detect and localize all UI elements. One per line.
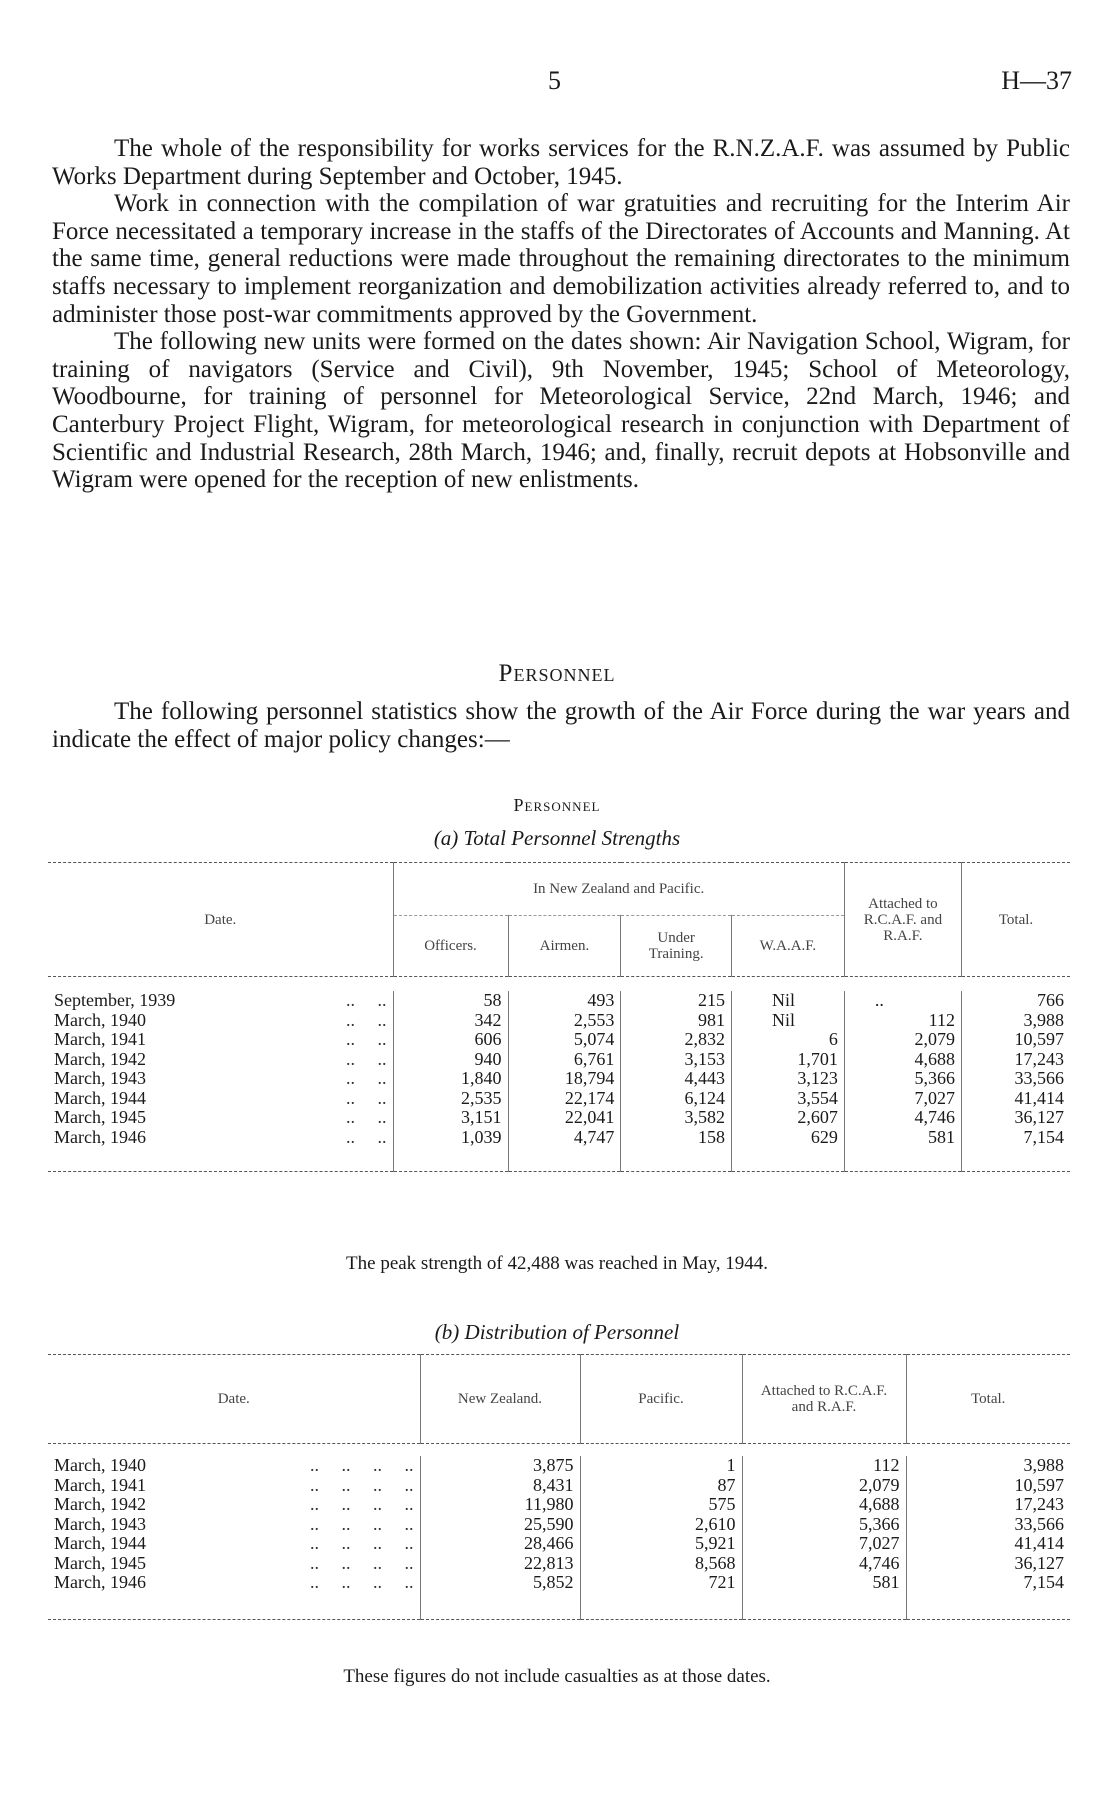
cell-total: 33,566 [906,1515,1070,1535]
cell-under-training: 2,832 [621,1030,732,1050]
cell-pacific: 721 [580,1573,742,1593]
row-date: March, 1945 [54,1107,146,1127]
row-date: March, 1940 [54,1455,146,1475]
cell-pacific: 87 [580,1476,742,1496]
cell-total: 17,243 [906,1495,1070,1515]
cell-airmen: 5,074 [508,1030,621,1050]
cell-pacific: 8,568 [580,1554,742,1574]
cell-officers: 342 [393,1011,508,1031]
table-row: March, 1940 .. .. 342 2,553 981 Nil 112 3,988 [48,1011,1070,1031]
table-row: March, 1945 .. .. 3,151 22,041 3,582 2,607 4,746 36,127 [48,1108,1070,1128]
cell-officers: 606 [393,1030,508,1050]
row-date: March, 1945 [54,1552,146,1573]
row-date: September, 1939 [54,990,176,1010]
header-date: Date. [204,911,237,928]
cell-waaf: Nil [731,1011,844,1031]
section-intro [52,698,1070,753]
cell-officers: 2,535 [393,1089,508,1109]
cell-attached: 4,746 [742,1554,906,1574]
cell-attached: 581 [844,1128,961,1148]
table-row: March, 1940 .. .. .. .. 3,875 1 112 3,988 [48,1456,1070,1476]
cell-total: 10,597 [961,1030,1070,1050]
table-row: March, 1942 .. .. 940 6,761 3,153 1,701 4,688 17,243 [48,1050,1070,1070]
cell-total: 3,988 [961,1011,1070,1031]
cell-officers: 58 [393,991,508,1011]
cell-pacific: 575 [580,1495,742,1515]
cell-attached: 112 [844,1011,961,1031]
cell-total: 41,414 [961,1089,1070,1109]
cell-pacific: 1 [580,1456,742,1476]
cell-new-zealand: 8,431 [420,1476,580,1496]
cell-total: 33,566 [961,1069,1070,1089]
row-date: March, 1946 [54,1572,146,1592]
row-date: March, 1943 [54,1068,146,1088]
page-number: 5 [548,66,561,95]
paragraph-new-units: The following new units were formed on the dates shown: Air Navigation School, Wigram, for training of navigators (Service and Civil), 9th November, 1945; School of Meteorology, Woodbourne, for training of personnel for Meteorological Service, 22nd March, 1946; and Canterbury Project Flight, Wigram, for meteorological research in conjunction with Department of Scientific and Industrial Research, 28th March, 1946; and, finally, recruit depots at Hobsonville and Wigram were opened for the reception of new enlistments. [52,328,1070,494]
cell-under-training: 158 [621,1128,732,1148]
table-row: March, 1944 .. .. 2,535 22,174 6,124 3,554 7,027 41,414 [48,1089,1070,1109]
cell-attached: 581 [742,1573,906,1593]
cell-total: 3,988 [906,1456,1070,1476]
cell-attached: 7,027 [742,1534,906,1554]
cell-waaf: 2,607 [731,1108,844,1128]
cell-new-zealand: 22,813 [420,1554,580,1574]
paragraph-works-services: The whole of the responsibility for works services for the R.N.Z.A.F. was assumed by Public Works Department during September and October, 1945. [52,135,1070,190]
header-waaf: W.A.A.F. [731,916,844,977]
cell-total: 10,597 [906,1476,1070,1496]
table-a-note: The peak strength of 42,488 was reached in May, 1944. [346,1253,768,1274]
cell-new-zealand: 11,980 [420,1495,580,1515]
cell-under-training: 981 [621,1011,732,1031]
cell-attached: 7,027 [844,1089,961,1109]
row-date: March, 1944 [54,1533,146,1553]
cell-officers: 3,151 [393,1108,508,1128]
cell-waaf: 3,554 [731,1089,844,1109]
cell-attached: 2,079 [742,1476,906,1496]
section-heading: Personnel [498,660,616,687]
header-airmen: Airmen. [508,916,621,977]
section-intro-text: The following personnel statistics show the growth of the Air Force during the war years and indicate the effect of major policy changes:— [52,698,1070,753]
row-date: March, 1943 [54,1513,146,1534]
row-date: March, 1940 [54,1009,146,1030]
header-attached: Attached to R.C.A.F. and R.A.F. [844,863,961,977]
cell-total: 41,414 [906,1534,1070,1554]
cell-attached: 5,366 [742,1515,906,1535]
table-a-caption: (a) Total Personnel Strengths [433,826,681,850]
table-distribution-of-personnel [48,1354,1070,1620]
page-header [0,66,1114,100]
cell-total: 36,127 [906,1554,1070,1574]
cell-total: 7,154 [961,1128,1070,1148]
cell-attached: 5,366 [844,1069,961,1089]
table-row: March, 1941 .. .. .. .. 8,431 87 2,079 10,597 [48,1476,1070,1496]
cell-officers: 1,039 [393,1128,508,1148]
header-under-training: Under Training. [621,916,732,977]
table-row: March, 1945 .. .. .. .. 22,813 8,568 4,746 36,127 [48,1554,1070,1574]
header-total: Total. [906,1355,1070,1444]
cell-waaf: Nil [731,991,844,1011]
cell-attached: 4,688 [742,1495,906,1515]
table-total-personnel-strengths [48,862,1070,1172]
row-date: March, 1941 [54,1474,146,1495]
body-paragraphs [52,135,1070,494]
cell-attached: 4,746 [844,1108,961,1128]
document-reference: H—37 [1001,66,1072,95]
cell-under-training: 215 [621,991,732,1011]
cell-total: 7,154 [906,1573,1070,1593]
table-row: March, 1943 .. .. .. .. 25,590 2,610 5,366 33,566 [48,1515,1070,1535]
cell-attached: .. [844,991,961,1011]
cell-total: 17,243 [961,1050,1070,1070]
cell-airmen: 6,761 [508,1050,621,1070]
cell-under-training: 3,153 [621,1050,732,1070]
cell-airmen: 2,553 [508,1011,621,1031]
table-row: March, 1946 .. .. .. .. 5,852 721 581 7,154 [48,1573,1070,1593]
row-date: March, 1941 [54,1029,146,1049]
cell-new-zealand: 25,590 [420,1515,580,1535]
cell-airmen: 4,747 [508,1128,621,1148]
header-officers: Officers. [393,916,508,977]
cell-airmen: 18,794 [508,1069,621,1089]
cell-pacific: 5,921 [580,1534,742,1554]
cell-waaf: 3,123 [731,1069,844,1089]
cell-officers: 1,840 [393,1069,508,1089]
header-attached: Attached to R.C.A.F. and R.A.F. [742,1355,906,1444]
cell-airmen: 22,174 [508,1089,621,1109]
row-date: March, 1942 [54,1494,146,1514]
cell-under-training: 4,443 [621,1069,732,1089]
table-row: March, 1944 .. .. .. .. 28,466 5,921 7,027 41,414 [48,1534,1070,1554]
cell-attached: 112 [742,1456,906,1476]
row-date: March, 1944 [54,1087,146,1108]
cell-officers: 940 [393,1050,508,1070]
table-row: March, 1941 .. .. 606 5,074 2,832 6 2,079 10,597 [48,1030,1070,1050]
table-row: March, 1946 .. .. 1,039 4,747 158 629 581 7,154 [48,1128,1070,1148]
cell-waaf: 629 [731,1128,844,1148]
table-row: September, 1939 .. .. 58 493 215 Nil .. 766 [48,991,1070,1011]
cell-under-training: 6,124 [621,1089,732,1109]
cell-under-training: 3,582 [621,1108,732,1128]
cell-airmen: 22,041 [508,1108,621,1128]
paragraph-directorates: Work in connection with the compilation of war gratuities and recruiting for the Interim Air Force necessitated a temporary increase in the staffs of the Directorates of Accounts and Manning. At the same time, general reductions were made throughout the remaining directorates to the minimum staffs necessary to implement reorganization and demobilization activities already referred to, and to administer those post-war commitments approved by the Government. [52,190,1070,328]
table-row: March, 1943 .. .. 1,840 18,794 4,443 3,123 5,366 33,566 [48,1069,1070,1089]
cell-waaf: 1,701 [731,1050,844,1070]
cell-attached: 2,079 [844,1030,961,1050]
cell-airmen: 493 [508,991,621,1011]
cell-new-zealand: 5,852 [420,1573,580,1593]
header-date: Date. [217,1391,250,1407]
header-total: Total. [961,863,1070,977]
table-row: March, 1942 .. .. .. .. 11,980 575 4,688 17,243 [48,1495,1070,1515]
cell-attached: 4,688 [844,1050,961,1070]
cell-pacific: 2,610 [580,1515,742,1535]
row-date: March, 1942 [54,1048,146,1069]
header-nz-and-pacific: In New Zealand and Pacific. [393,863,844,916]
header-new-zealand: New Zealand. [420,1355,580,1444]
cell-total: 36,127 [961,1108,1070,1128]
table-a-heading: Personnel [513,795,601,815]
cell-new-zealand: 3,875 [420,1456,580,1476]
table-b-note: These figures do not include casualties as at those dates. [343,1666,771,1687]
row-date: March, 1946 [54,1126,146,1147]
header-pacific: Pacific. [580,1355,742,1444]
cell-new-zealand: 28,466 [420,1534,580,1554]
cell-waaf: 6 [731,1030,844,1050]
cell-total: 766 [961,991,1070,1011]
table-b-caption: (b) Distribution of Personnel [434,1320,680,1344]
